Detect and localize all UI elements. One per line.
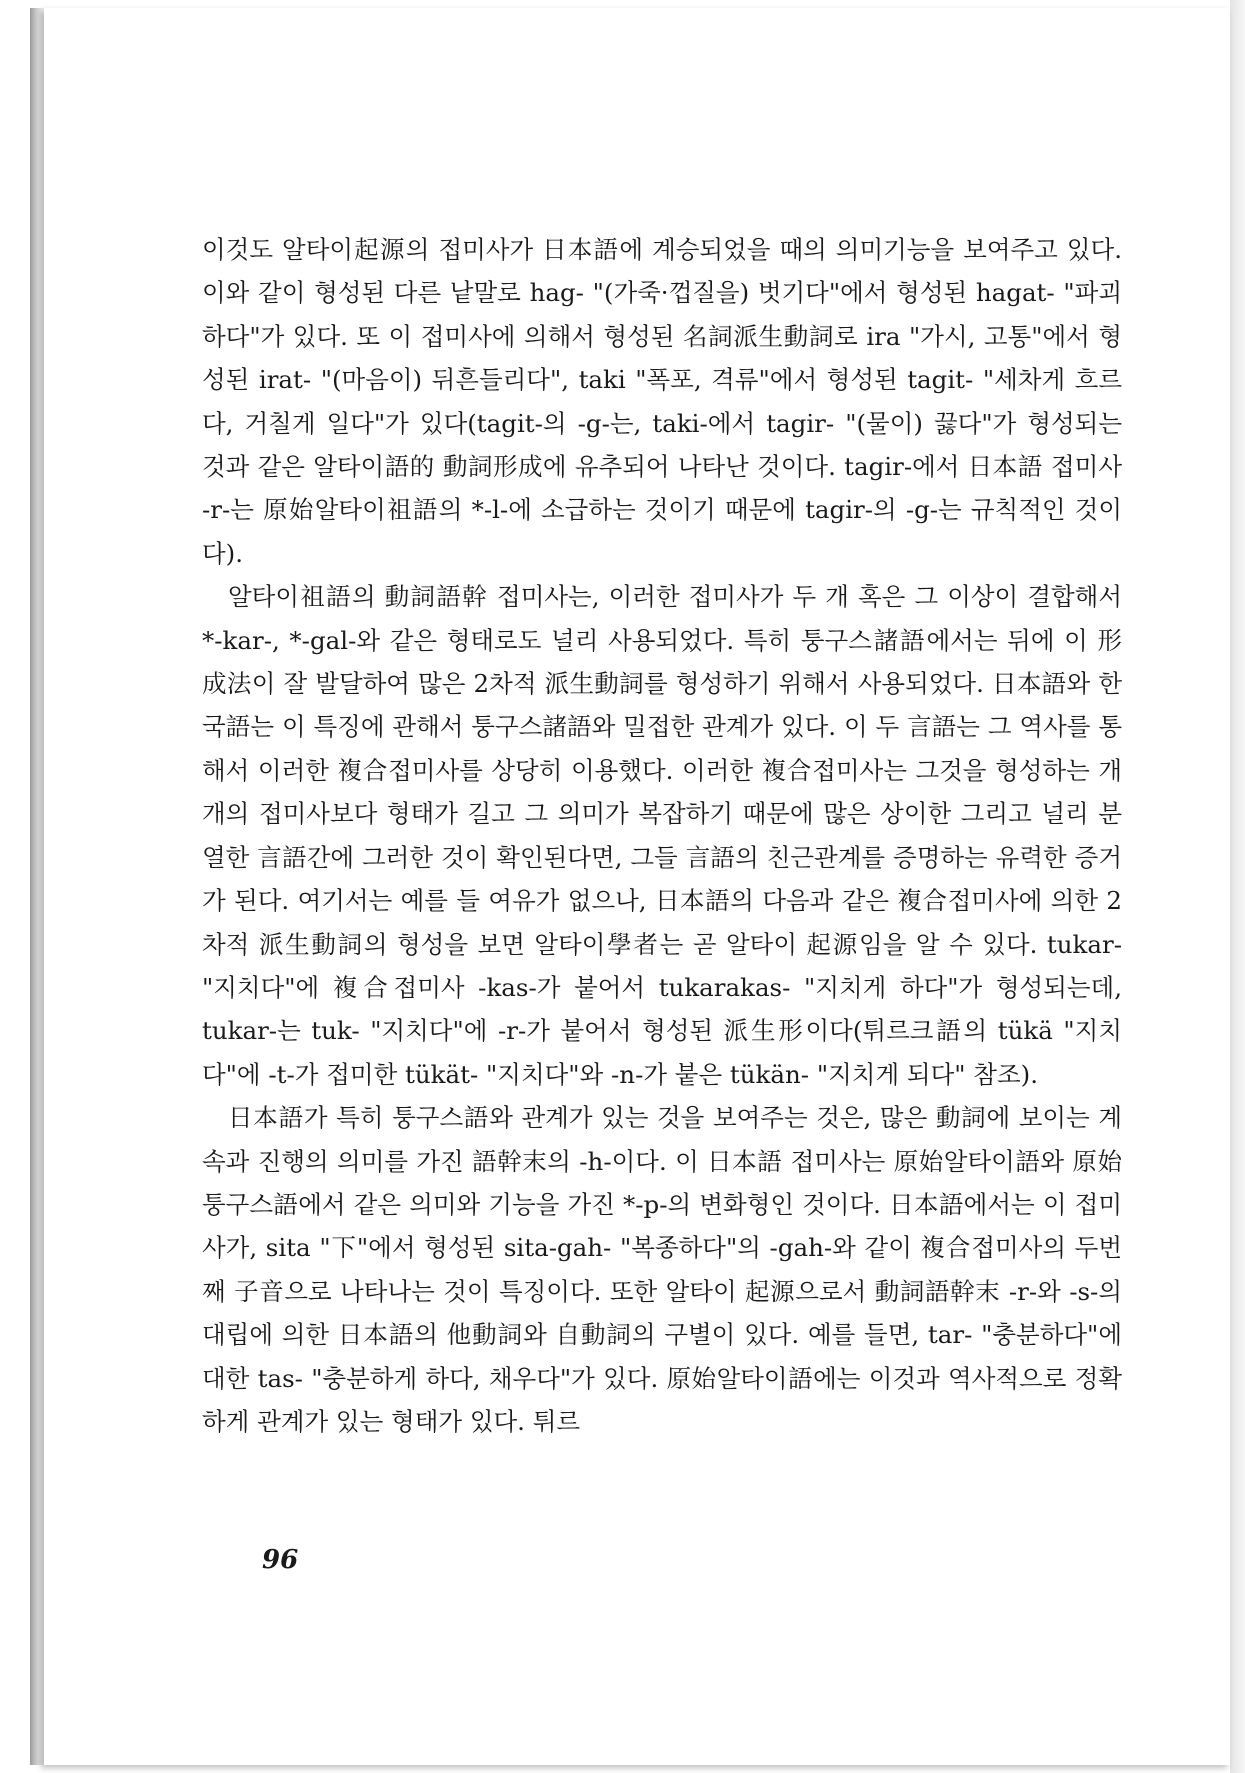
- book-left-edge: [30, 8, 44, 1765]
- page-number: 96: [262, 1545, 299, 1575]
- paragraph-2: 알타이祖語의 動詞語幹 접미사는, 이러한 접미사가 두 개 혹은 그 이상이 결합해서 *-kar-, *-gal-와 같은 형태로도 널리 사용되었다. 특히 퉁구스諸語에서는 뒤에 이 形成法이 잘 발달하여 많은 2차적 派生動詞를 형성하기 위해서 사용되었다. 日本語와 한국語는 이 특징에 관해서 퉁구스諸語와 밀접한 관계가 있다. 이 두 言語는 그 역사를 통해서 이러한 複合접미사를 상당히 이용했다. 이러한 複合접미사는 그것을 형성하는 개개의 접미사보다 형태가 길고 그 의미가 복잡하기 때문에 많은 상이한 그리고 널리 분열한 言語간에 그러한 것이 확인된다면, 그들 言語의 친근관계를 증명하는 유력한 증거가 된다. 여기서는 예를 들 여유가 없으나, 日本語의 다음과 같은 複合접미사에 의한 2차적 派生動詞의 형성을 보면 알타이學者는 곧 알타이 起源임을 알 수 있다. tukar- "지치다"에 複合접미사 -kas-가 붙어서 tukarakas- "지치게 하다"가 형성되는데, tukar-는 tuk- "지치다"에 -r-가 붙어서 형성된 派生形이다(튀르크語의 tükä "지치다"에 -t-가 접미한 tükät- "지치다"와 -n-가 붙은 tükän- "지치게 되다" 참조).: [202, 582, 1122, 1089]
- body-text: [202, 228, 1122, 1443]
- book-right-edge: [1230, 0, 1245, 1773]
- paragraph-3: 日本語가 특히 퉁구스語와 관계가 있는 것을 보여주는 것은, 많은 動詞에 보이는 계속과 진행의 의미를 가진 語幹末의 -h-이다. 이 日本語 접미사는 原始알타이語와 原始퉁구스語에서 같은 의미와 기능을 가진 *-p-의 변화형인 것이다. 日本語에서는 이 접미사가, sita "下"에서 형성된 sita-gah- "복종하다"의 -gah-와 같이 複合접미사의 두번째 子音으로 나타나는 것이 특징이다. 또한 알타이 起源으로서 動詞語幹末 -r-와 -s-의 대립에 의한 日本語의 他動詞와 自動詞의 구별이 있다. 예를 들면, tar- "충분하다"에 대한 tas- "충분하게 하다, 채우다"가 있다. 原始알타이語에는 이것과 역사적으로 정확하게 관계가 있는 형태가 있다. 튀르: [202, 1103, 1122, 1436]
- paragraph-1: 이것도 알타이起源의 접미사가 日本語에 계승되었을 때의 의미기능을 보여주고 있다. 이와 같이 형성된 다른 낱말로 hag- "(가죽·껍질을) 벗기다"에서 형성된 hagat- "파괴하다"가 있다. 또 이 접미사에 의해서 형성된 名詞派生動詞로 ira "가시, 고통"에서 형성된 irat- "(마음이) 뒤흔들리다", taki "폭포, 격류"에서 형성된 tagit- "세차게 흐르다, 거칠게 일다"가 있다(tagit-의 -g-는, taki-에서 tagir- "(물이) 끓다"가 형성되는 것과 같은 알타이語的 動詞形成에 유추되어 나타난 것이다. tagir-에서 日本語 접미사 -r-는 原始알타이祖語의 *-l-에 소급하는 것이기 때문에 tagir-의 -g-는 규칙적인 것이다).: [202, 235, 1122, 568]
